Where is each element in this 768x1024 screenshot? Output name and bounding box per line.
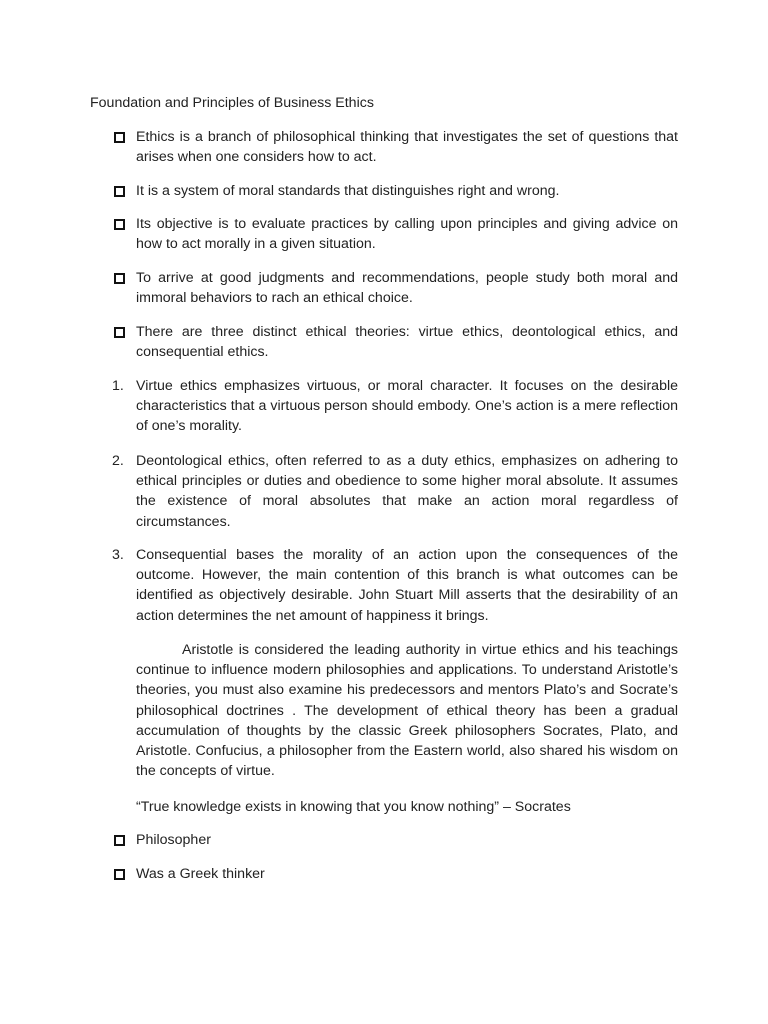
numbered-item-text: Consequential bases the morality of an action upon the consequences of the outcome. However, the main contention of this branch is what outcomes can be identified as objectively desirable. John Stuart Mill asserts that the desirability of an action determines the net amount of happiness it brings. xyxy=(136,547,678,624)
list-item-text: To arrive at good judgments and recommendations, people study both moral and immoral behaviors to rach an ethical choice. xyxy=(136,270,678,307)
item-number: 3. xyxy=(112,547,124,563)
numbered-item-text: Virtue ethics emphasizes virtuous, or moral character. It focuses on the desirable characteristics that a virtuous person should embody. One’s action is a mere reflection of one’s morality. xyxy=(136,378,678,435)
body-paragraph: Aristotle is considered the leading authority in virtue ethics and his teachings continue to influence modern philosophies and applications. To understand Aristotle’s theories, you must also examine his predecessors and mentors Plato’s and Socrate’s philosophical doctrines . The development of ethical theory has been a gradual accumulation of thoughts by the classic Greek philosophers Socrates, Plato, and Aristotle. Confucius, a philosopher from the Eastern world, also shared his wisdom on the concepts of virtue. xyxy=(136,642,678,780)
document-title: Foundation and Principles of Business Ethics xyxy=(90,95,374,111)
list-item xyxy=(112,830,678,850)
numbered-item xyxy=(112,376,678,437)
list-item-text: Ethics is a branch of philosophical thinking that investigates the set of questions that arises when one considers how to act. xyxy=(136,129,678,166)
list-item xyxy=(112,127,678,167)
list-item-text: Its objective is to evaluate practices by calling upon principles and giving advice on how to act morally in a given situation. xyxy=(136,216,678,253)
list-item-text: It is a system of moral standards that distinguishes right and wrong. xyxy=(136,183,560,199)
list-item xyxy=(112,322,678,362)
numbered-item-text: Deontological ethics, often referred to as a duty ethics, emphasizes on adhering to ethical principles or duties and obedience to some higher moral absolute. It assumes the existence of moral absolutes that make an action moral regardless of circumstances. xyxy=(136,453,678,530)
socrates-quote: “True knowledge exists in knowing that you know nothing” – Socrates xyxy=(136,799,571,815)
list-item xyxy=(112,214,678,254)
numbered-item xyxy=(112,451,678,532)
list-item xyxy=(112,181,678,201)
list-item xyxy=(112,268,678,308)
numbered-item xyxy=(112,545,678,626)
item-number: 2. xyxy=(112,453,124,469)
list-item-text: Was a Greek thinker xyxy=(136,866,265,882)
list-item-text: There are three distinct ethical theories: virtue ethics, deontological ethics, and consequential ethics. xyxy=(136,324,678,361)
item-number: 1. xyxy=(112,378,124,394)
list-item-text: Philosopher xyxy=(136,832,211,848)
list-item xyxy=(112,864,678,884)
